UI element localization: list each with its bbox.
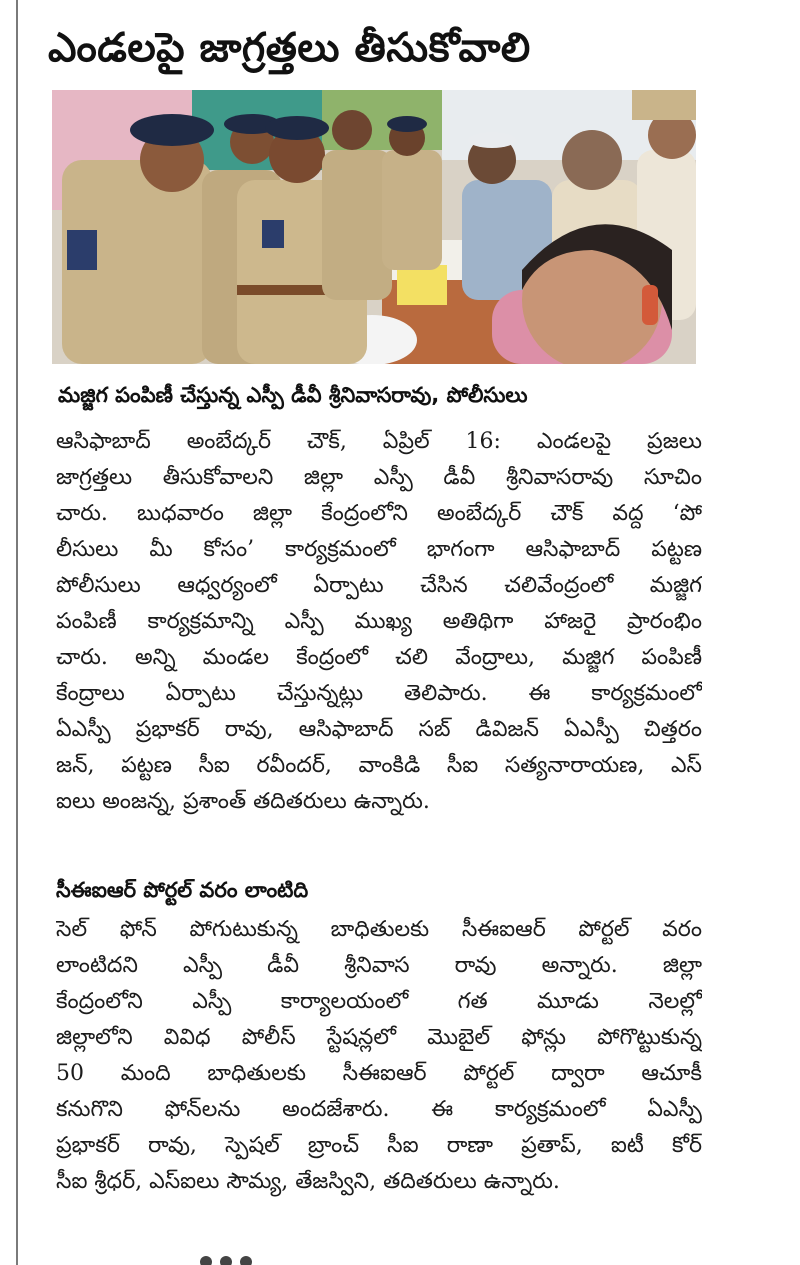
text-fragment-glyph <box>240 1256 252 1265</box>
police-buttermilk-distribution-image <box>52 90 696 364</box>
paragraph-line: జిల్లాలోని వివిధ పోలీస్ స్టేషన్లలో మొబైల్ ఫోన్లు పోగొట్టుకున్న <box>56 1025 702 1050</box>
article-paragraph-1 <box>56 424 702 820</box>
paragraph-line: చారు. అన్ని మండల కేంద్రంలో చలి వేంద్రాలు, మజ్జిగ పంపిణీ <box>56 645 702 670</box>
article-paragraph-2 <box>56 912 702 1200</box>
previous-article-fragment <box>48 0 688 10</box>
paragraph-line: ఐలు అంజన్న, ప్రశాంత్ తదితరులు ఉన్నారు. <box>56 789 430 814</box>
paragraph-line: సీఐ శ్రీధర్, ఎస్ఐలు సౌమ్య, తేజస్విని, తదితరులు ఉన్నారు. <box>56 1169 560 1194</box>
paragraph-line: చారు. బుధవారం జిల్లా కేంద్రంలోని అంబేద్కర్ చౌక్ వద్ద ‘పో <box>56 501 702 526</box>
column-rule <box>16 0 18 1265</box>
paragraph-line: ప్రభాకర్ రావు, స్పెషల్ బ్రాంచ్ సీఐ రాణా ప్రతాప్, ఐటీ కోర్ <box>56 1133 702 1158</box>
paragraph-line: కనుగొని ఫోన్‌లను అందజేశారు. ఈ కార్యక్రమంలో ఏఎస్పీ <box>56 1097 702 1122</box>
paragraph-line: లీసులు మీ కోసం’ కార్యక్రమంలో భాగంగా ఆసిఫాబాద్ పట్టణ <box>56 537 702 562</box>
paragraph-line: జాగ్రత్తలు తీసుకోవాలని జిల్లా ఎస్పీ డీవీ శ్రీనివాసరావు సూచిం <box>56 465 702 490</box>
paragraph-line: ఆసిఫాబాద్ అంబేద్కర్ చౌక్, ఏప్రిల్ 16: ఎండలపై ప్రజలు <box>56 429 702 454</box>
paragraph-line: పంపిణీ కార్యక్రమాన్ని ఎస్పీ ముఖ్య అతిథిగా హాజరై ప్రారంభిం <box>56 609 702 634</box>
paragraph-line: ఏఎస్పీ ప్రభాకర్ రావు, ఆసిఫాబాద్ సబ్ డివిజన్ ఏఎస్పీ చిత్తరం <box>56 717 702 742</box>
paragraph-line: సెల్ ఫోన్ పోగుటుకున్న బాధితులకు సీఈఐఆర్ పోర్టల్ వరం <box>56 917 702 942</box>
photo-caption: మజ్జిగ పంపిణీ చేస్తున్న ఎస్పీ డీవీ శ్రీనివాసరావు, పోలీసులు <box>58 383 528 407</box>
paragraph-line: లాంటిదని ఎస్పీ డీవీ శ్రీనివాస రావు అన్నారు. జిల్లా <box>56 953 702 978</box>
next-article-fragment <box>190 1252 310 1265</box>
paragraph-line: పోలీసులు ఆధ్వర్యంలో ఏర్పాటు చేసిన చలివేంద్రంలో మజ్జిగ <box>56 573 702 598</box>
text-fragment-glyph <box>200 1256 212 1265</box>
paragraph-line: కేంద్రంలోని ఎస్పీ కార్యాలయంలో గత మూడు నెలల్లో <box>56 989 702 1014</box>
paragraph-line: జన్, పట్టణ సీఐ రవీందర్, వాంకిడి సీఐ సత్యనారాయణ, ఎస్ <box>56 753 702 778</box>
article-photo <box>52 90 696 364</box>
article-headline: ఎండలపై జాగ్రత్తలు తీసుకోవాలి <box>48 25 531 71</box>
text-fragment-glyph <box>220 1256 232 1265</box>
article-subheading: సీఈఐఆర్ పోర్టల్ వరం లాంటిది <box>56 878 309 902</box>
paragraph-line: 50 మంది బాధితులకు సీఈఐఆర్ పోర్టల్ ద్వారా ఆచూకీ <box>56 1061 702 1086</box>
paragraph-line: కేంద్రాలు ఏర్పాటు చేస్తున్నట్లు తెలిపారు. ఈ కార్యక్రమంలో <box>56 681 702 706</box>
